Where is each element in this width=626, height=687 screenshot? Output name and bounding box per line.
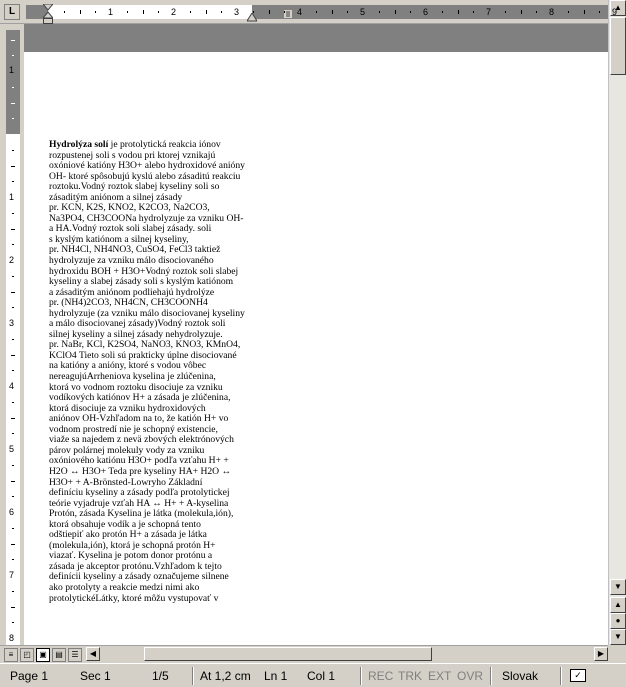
line-text: Protón, zásada Kyselina je látka (molekula,ión), — [49, 508, 234, 520]
ruler-tick — [11, 229, 15, 230]
ruler-number: 7 — [9, 570, 15, 580]
ruler-tick — [143, 10, 144, 14]
status-separator — [560, 667, 562, 685]
previous-page-button[interactable]: ▲ — [610, 597, 626, 613]
ruler-tick — [12, 559, 14, 560]
status-rec[interactable]: REC — [368, 669, 394, 683]
ruler-number: 6 — [9, 507, 15, 517]
ruler-tick — [127, 11, 128, 13]
reading-layout-view-icon[interactable]: ▤ — [52, 648, 66, 662]
line-text: vodnom prostredí nie je schopný existencie, — [49, 423, 218, 435]
line-text: H2O ↔ H3O+ Teda pre kyseliny HA+ H2O ↔ — [49, 465, 232, 477]
line-text: teórie vyjadruje vzťah HA ↔ H+ + A-kyselina — [49, 497, 229, 509]
tab-selector-button[interactable]: L — [4, 4, 20, 20]
status-position: At 1,2 cm — [200, 669, 251, 683]
ruler-number: 2 — [9, 255, 15, 265]
status-language[interactable]: Slovak — [502, 669, 539, 683]
line-text: KClO4 Tieto soli sú prakticky úplne disociované — [49, 349, 237, 361]
ruler-tick — [12, 213, 14, 214]
ruler-tick — [332, 10, 333, 14]
ruler-number: 3 — [234, 7, 240, 17]
ruler-tick — [442, 11, 443, 13]
ruler-tick — [80, 10, 81, 14]
line-text: hydrolyzuje za vzniku málo disociovaného — [49, 255, 214, 267]
ruler-number: 6 — [423, 7, 429, 17]
status-bar — [0, 663, 626, 687]
ruler-tick — [95, 11, 96, 13]
line-text: (molekula,ión), ktorá je schopná protón H+ — [49, 539, 216, 551]
line-text: hydrolyzuje (za vzniku málo disociovanej kyseliny — [49, 307, 245, 319]
scroll-right-button[interactable]: ▶ — [594, 647, 608, 661]
line-text: aniónov OH-Vzhľadom na to, že katión H+ vo — [49, 413, 229, 425]
line-text: viaže sa najedem z nevä zbových elektrónových — [49, 434, 234, 446]
line-text: pr. NaBr, KCl, K2SO4, NaNO3, KNO3, KMnO4, — [49, 339, 241, 351]
line-text: a HA.Vodný roztok soli slabej zásady. soli — [49, 223, 212, 235]
ruler-number: 1 — [108, 7, 114, 17]
ruler-tick — [505, 11, 506, 13]
ruler-tick — [536, 11, 537, 13]
ruler-tick — [12, 370, 14, 371]
ruler-tick — [11, 481, 15, 482]
ruler-tick — [11, 166, 15, 167]
ruler-tick — [12, 118, 14, 119]
ruler-tick — [379, 11, 380, 13]
line-text: rozpustenej soli s vodou pri ktorej vznikajú — [49, 149, 216, 161]
ruler-number: 4 — [297, 7, 303, 17]
vertical-scrollbar[interactable] — [608, 0, 626, 645]
line-text: pr. NH4Cl, NH4NO3, CuSO4, FeCl3 taktiež — [49, 244, 221, 256]
line-text: na katióny a anióny, ktoré s vodou vôbec — [49, 360, 207, 372]
ruler-tick — [12, 150, 14, 151]
status-ext[interactable]: EXT — [428, 669, 452, 683]
status-section: Sec 1 — [80, 669, 111, 683]
ruler-tick — [12, 181, 14, 182]
status-page-count: 1/5 — [152, 669, 169, 683]
line-text: protolytickéLátky, ktoré môžu vystupovať v — [49, 592, 219, 604]
line-text: odštiepiť ako protón H+ a zásada je látka — [49, 529, 207, 541]
line-text: s kyslým katiónom a silnej kyseliny, — [49, 233, 189, 245]
ruler-tick — [12, 528, 14, 529]
ruler-tick — [521, 10, 522, 14]
line-text: a zásaditým aniónom podliehajú hydrolýze — [49, 286, 215, 298]
line-text: kyseliny a slabej zásady soli s kyslým katiónom — [49, 276, 234, 288]
ruler-tick — [269, 10, 270, 14]
ruler-tick — [253, 11, 254, 13]
line-text: roztoku.Vodný roztok slabej kyseliny soli so — [49, 181, 220, 193]
ruler-tick — [11, 544, 15, 545]
ruler-tick — [316, 11, 317, 13]
status-column: Col 1 — [307, 669, 336, 683]
status-ovr[interactable]: OVR — [457, 669, 484, 683]
line-text: ako protolyty a reakcie medzi nimi ako — [49, 581, 200, 593]
scroll-left-button[interactable]: ◀ — [86, 647, 100, 661]
ruler-number: 2 — [171, 7, 177, 17]
print-layout-view-icon[interactable]: ▣ — [36, 648, 50, 662]
ruler-tick — [11, 103, 15, 104]
ruler-number: 3 — [9, 318, 15, 328]
bold-term: Hydrolýza solí — [49, 139, 109, 150]
status-line: Ln 1 — [264, 669, 288, 683]
ruler-tick — [584, 10, 585, 14]
scroll-up-button[interactable]: ▲ — [610, 0, 626, 16]
page-gap — [24, 24, 608, 52]
ruler-tick — [284, 11, 285, 13]
scroll-down-button[interactable]: ▼ — [610, 579, 626, 595]
status-page: Page 1 — [10, 669, 49, 683]
document-text[interactable] — [49, 140, 259, 604]
ruler-tick — [158, 11, 159, 13]
line-text: zásaditým aniónom a silnej zásady — [49, 191, 183, 203]
ruler-tick — [12, 87, 14, 88]
line-text: ktorá vo vodnom roztoku disociuje za vzniku — [49, 381, 223, 393]
document-page[interactable] — [24, 52, 608, 645]
web-layout-view-icon[interactable]: ◰ — [20, 648, 34, 662]
normal-view-icon[interactable]: ≡ — [4, 648, 18, 662]
ruler-tick — [12, 465, 14, 466]
ruler-number: 8 — [9, 633, 15, 643]
line-text: ktorá disociuje za vzniku hydroxidových — [49, 402, 206, 414]
line-text: pr. KCN, K2S, KNO2, K2CO3, Na2CO3, — [49, 202, 210, 214]
select-browse-object-button[interactable]: ● — [610, 613, 626, 629]
line-text: a málo disociovanej zásady)Vodný roztok soli — [49, 318, 226, 330]
line-text: párov polárnej molekuly vody za vzniku — [49, 444, 205, 456]
line-text: vodíkových katiónov H+ a zásada je zlúčenina, — [49, 392, 231, 404]
horizontal-scroll-thumb[interactable] — [144, 647, 432, 661]
ruler-tick — [568, 11, 569, 13]
line-text: H3O+ + A-Brönsted-Lowryho Základní — [49, 476, 203, 488]
ruler-tick — [221, 11, 222, 13]
first-line-indent-marker[interactable] — [43, 4, 53, 24]
ruler-tick — [64, 11, 65, 13]
ruler-tick — [12, 339, 14, 340]
line-text: viazať. Kyselina je potom donor protónu a — [49, 550, 213, 562]
status-separator — [490, 667, 492, 685]
line-text: je protolytická reakcia iónov — [108, 139, 221, 150]
line-text: pr. (NH4)2CO3, NH4CN, CH3COONH4 — [49, 297, 208, 309]
ruler-tick — [458, 10, 459, 14]
ruler-number: 1 — [9, 192, 15, 202]
ruler-number: 8 — [549, 7, 555, 17]
ruler-tick — [12, 496, 14, 497]
ruler-number: 5 — [9, 444, 15, 454]
ruler-number: 4 — [9, 381, 15, 391]
ruler-tick — [12, 307, 14, 308]
ruler-tick — [11, 418, 15, 419]
line-text: definíciu kyseliny a zásady podľa protolytickej — [49, 487, 230, 499]
ruler-tick — [12, 622, 14, 623]
ruler-tick — [473, 11, 474, 13]
ruler-tick — [12, 276, 14, 277]
status-separator — [360, 667, 362, 685]
ruler-tick — [599, 11, 600, 13]
line-text: oxóniové katióny H3O+ alebo hydroxidové anióny — [49, 160, 245, 172]
ruler-tick — [12, 402, 14, 403]
ruler-tick — [347, 11, 348, 13]
ruler-tick — [11, 40, 15, 41]
ruler-tick — [11, 292, 15, 293]
scroll-corner — [608, 645, 626, 663]
ruler-number: 9 — [612, 7, 618, 17]
line-text: hydroxidu BOH + H3O+Vodný roztok soli slabej — [49, 265, 239, 277]
ruler-tick — [12, 433, 14, 434]
spelling-book-icon[interactable]: ✓ — [570, 669, 586, 682]
line-text: nereagujúArrheniova kyselina je zlúčenina, — [49, 371, 216, 383]
ruler-tick — [12, 55, 14, 56]
ruler-tick — [11, 607, 15, 608]
line-text: Na3PO4, CH3COONa hydrolyzuje za vzniku OH- — [49, 212, 244, 224]
line-text: oxóniového katiónu H3O+ podľa vzťahu H+ + — [49, 455, 229, 467]
line-text: zásada je akceptor protónu.Vzhľadom k tejto — [49, 560, 222, 572]
next-page-button[interactable]: ▼ — [610, 629, 626, 645]
ruler-number: 5 — [360, 7, 366, 17]
status-trk[interactable]: TRK — [398, 669, 422, 683]
line-text: ktorá obsahuje vodík a je schopná tento — [49, 518, 201, 530]
ruler-tick — [190, 11, 191, 13]
ruler-tick — [206, 10, 207, 14]
ruler-tick — [410, 11, 411, 13]
status-separator — [192, 667, 194, 685]
line-text: silnej kyseliny a silnej zásady nehydrolyzuje. — [49, 328, 223, 340]
ruler-tick — [395, 10, 396, 14]
ruler-number: 7 — [486, 7, 492, 17]
outline-view-icon[interactable]: ☰ — [68, 648, 82, 662]
document-line[interactable] — [49, 594, 259, 605]
scroll-thumb[interactable] — [610, 17, 626, 75]
ruler-tick — [11, 355, 15, 356]
ruler-tick — [12, 244, 14, 245]
line-text: definícii kyseliny a zásady označujeme silnene — [49, 571, 229, 583]
ruler-number: 1 — [9, 65, 15, 75]
line-text: OH- ktoré spôsobujú kyslú alebo zásaditú reakciu — [49, 170, 241, 182]
ruler-tick — [12, 591, 14, 592]
